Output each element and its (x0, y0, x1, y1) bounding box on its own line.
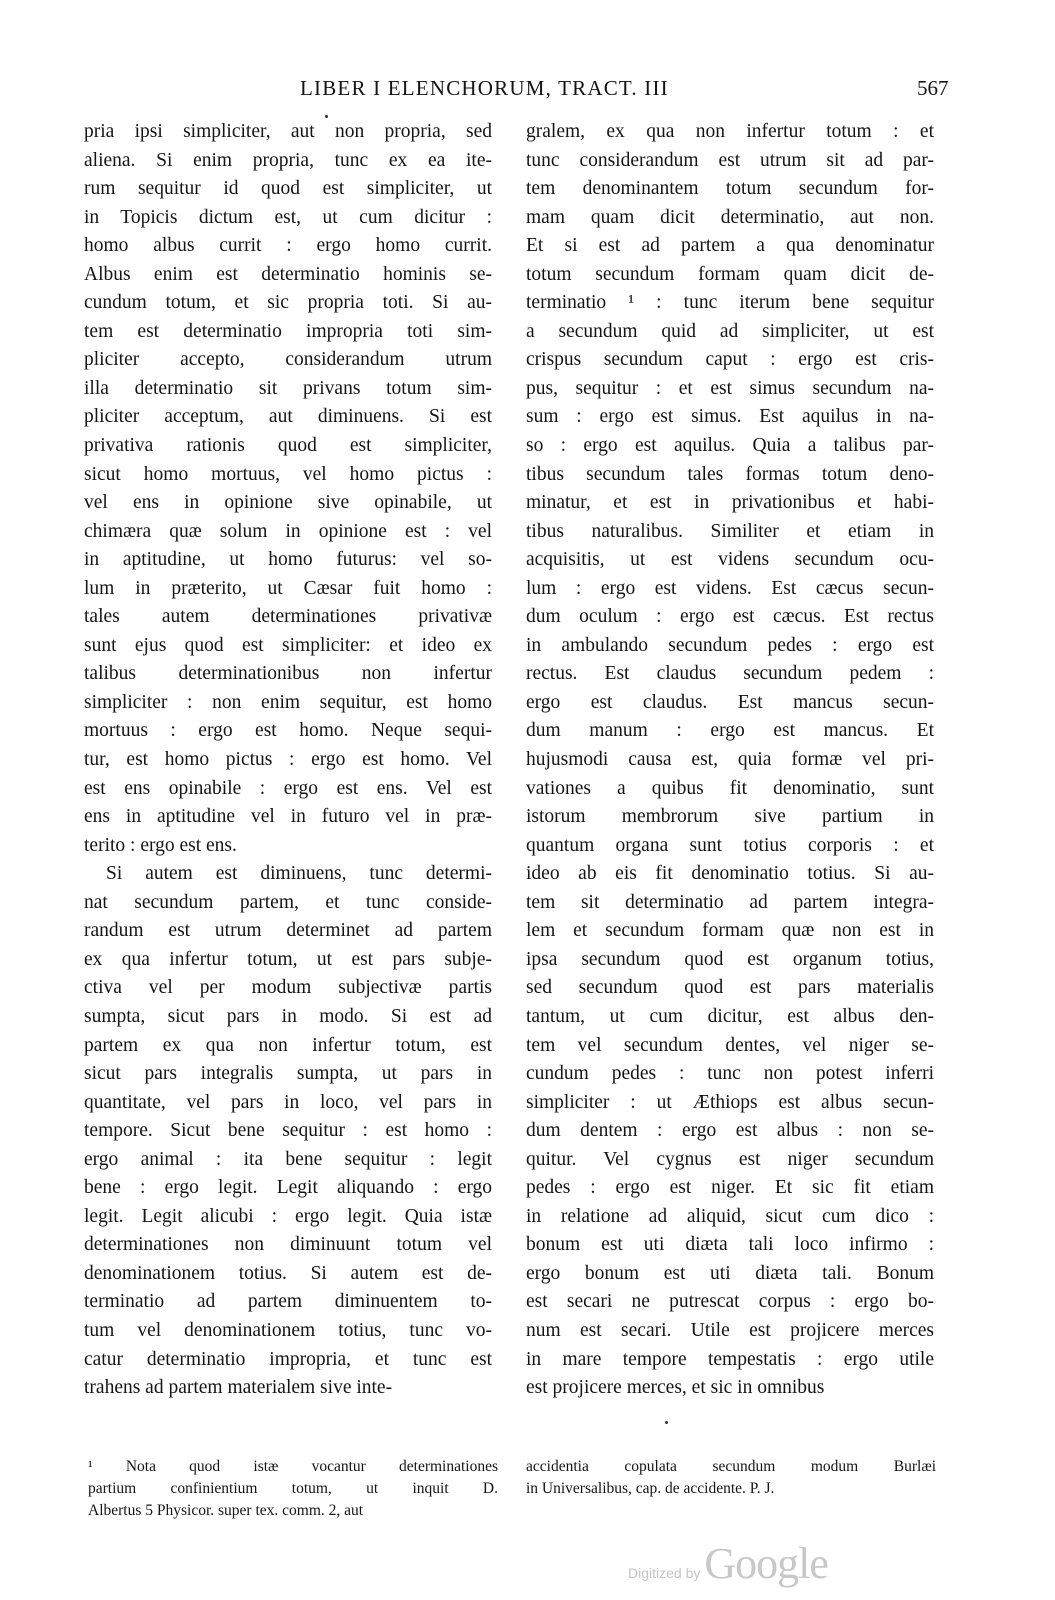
text-line: pedes : ergo est niger. Et sic fit etiam (526, 1177, 934, 1199)
text-line: tem denominantem totum secundum for- (526, 178, 934, 200)
text-line: tem sit determinatio ad partem integra- (526, 891, 934, 913)
text-line: randum est utrum determinet ad partem (84, 920, 492, 942)
text-line: a secundum quid ad simpliciter, ut est (526, 320, 934, 342)
text-line: pus, sequitur : et est simus secundum na- (526, 377, 934, 399)
text-line: sicut pars integralis sumpta, ut pars in (84, 1063, 492, 1085)
text-line: tales autem determinationes privativæ (84, 606, 492, 628)
text-line: crispus secundum caput : ergo est cris- (526, 349, 934, 371)
text-line: privativa rationis quod est simpliciter, (84, 435, 492, 457)
text-line: est secari ne putrescat corpus : ergo bo- (526, 1291, 934, 1313)
text-line: tibus naturalibus. Similiter et etiam in (526, 520, 934, 542)
ink-dot (665, 1421, 668, 1424)
text-line: bene : ergo legit. Legit aliquando : ergo (84, 1177, 492, 1199)
text-line: Albus enim est determinatio hominis se- (84, 263, 492, 285)
text-line: dum oculum : ergo est cæcus. Est rectus (526, 606, 934, 628)
footnote-line: in Universalibus, cap. de accidente. P. J. (526, 1480, 775, 1497)
footnote-left (88, 1456, 498, 1522)
text-line: catur determinatio impropria, et tunc est (84, 1348, 492, 1370)
text-line: in Topicis dictum est, ut cum dicitur : (84, 206, 492, 228)
footnote-line: ¹ Nota quod istæ vocantur determinationes (88, 1458, 498, 1475)
text-line: est ens opinabile : ergo est ens. Vel est (84, 777, 492, 799)
text-line: dum manum : ergo est mancus. Et (526, 720, 934, 742)
text-line: simpliciter : ut Æthiops est albus secun- (526, 1091, 934, 1113)
text-line: tum vel denominationem totius, tunc vo- (84, 1319, 492, 1341)
text-line: partem ex qua non infertur totum, est (84, 1034, 492, 1056)
text-line: rectus. Est claudus secundum pedem : (526, 663, 934, 685)
text-line: in ambulando secundum pedes : ergo est (526, 634, 934, 656)
text-line: tibus secundum tales formas totum deno- (526, 463, 934, 485)
text-line: sicut homo mortuus, vel homo pictus : (84, 463, 492, 485)
text-line: pria ipsi simpliciter, aut non propria, sed (84, 121, 492, 142)
footnote-line: accidentia copulata secundum modum Burlæi (526, 1458, 936, 1475)
text-line: in mare tempore tempestatis : ergo utile (526, 1348, 934, 1370)
text-line: sum : ergo est simus. Est aquilus in na- (526, 406, 934, 428)
text-line: trahens ad partem materialem sive inte- (84, 1377, 393, 1399)
text-line: ipsa secundum quod est organum totius, (526, 948, 934, 970)
page-header-title: LIBER I ELENCHORUM, TRACT. III (300, 76, 669, 100)
text-line: in relatione ad aliquid, sicut cum dico : (526, 1205, 934, 1227)
text-line: rum sequitur id quod est simpliciter, ut (84, 178, 492, 200)
text-line: tempore. Sicut bene sequitur : est homo : (84, 1120, 492, 1142)
text-line: ex qua infertur totum, ut est pars subje- (84, 948, 492, 970)
text-line: homo albus currit : ergo homo currit. (84, 235, 492, 257)
text-line: tem vel secundum dentes, vel niger se- (526, 1034, 934, 1056)
footnote-right (526, 1456, 936, 1500)
text-line: ens in aptitudine vel in futuro vel in præ- (84, 806, 492, 828)
text-line: tunc considerandum est utrum sit ad par- (526, 149, 934, 171)
text-line: lum in præterito, ut Cæsar fuit homo : (84, 577, 492, 599)
text-line: so : ergo est aquilus. Quia a talibus par- (526, 435, 934, 457)
page-number: 567 (917, 76, 949, 100)
text-line: cundum totum, et sic propria toti. Si au- (84, 292, 492, 314)
text-line: lem et secundum formam quæ non est in (526, 920, 934, 942)
text-line: ideo ab eis fit denominatio totius. Si au- (526, 863, 934, 885)
right-text-column (526, 118, 934, 1403)
text-line: aliena. Si enim propria, tunc ex ea ite- (84, 149, 492, 171)
text-line: istorum membrorum sive partium in (526, 806, 934, 828)
text-line: sed secundum quod est pars materialis (526, 977, 934, 999)
text-line: determinationes non diminuunt totum vel (84, 1234, 492, 1256)
text-line: mortuus : ergo est homo. Neque sequi- (84, 720, 492, 742)
text-line: terminatio ad partem diminuentem to- (84, 1291, 492, 1313)
running-head (0, 70, 1055, 110)
text-line: quitur. Vel cygnus est niger secundum (526, 1148, 934, 1170)
text-line: simpliciter : non enim sequitur, est homo (84, 691, 492, 713)
text-line: illa determinatio sit privans totum sim- (84, 377, 492, 399)
text-line: tur, est homo pictus : ergo est homo. Vel (84, 749, 492, 771)
text-line: talibus determinationibus non infertur (84, 663, 492, 685)
digitized-watermark (628, 1538, 828, 1588)
text-line: in aptitudine, ut homo futurus: vel so- (84, 549, 492, 571)
text-line: bonum est uti diæta tali loco infirmo : (526, 1234, 934, 1256)
text-line: quantitate, vel pars in loco, vel pars in (84, 1091, 492, 1113)
text-line: pliciter accepto, considerandum utrum (84, 349, 492, 371)
text-line: legit. Legit alicubi : ergo legit. Quia istæ (84, 1205, 492, 1227)
text-line: vationes a quibus fit denominatio, sunt (526, 777, 934, 799)
text-line: totum secundum formam quam dicit de- (526, 263, 934, 285)
text-line: ergo animal : ita bene sequitur : legit (84, 1148, 492, 1170)
left-text-column (84, 118, 492, 1403)
google-logo: Google (704, 1539, 828, 1588)
text-line: terito : ergo est ens. (84, 834, 237, 856)
text-line: cundum pedes : tunc non potest inferri (526, 1063, 934, 1085)
text-line: ergo est claudus. Est mancus secun- (526, 691, 934, 713)
text-line: sumpta, sicut pars in modo. Si est ad (84, 1005, 492, 1027)
text-line: num est secari. Utile est projicere merces (526, 1319, 934, 1341)
text-line: ergo bonum est uti diæta tali. Bonum (526, 1262, 934, 1284)
text-line: sunt ejus quod est simpliciter: et ideo ex (84, 634, 492, 656)
text-line: pliciter acceptum, aut diminuens. Si est (84, 406, 492, 428)
text-line: ctiva vel per modum subjectivæ partis (84, 977, 492, 999)
text-line: gralem, ex qua non infertur totum : et (526, 121, 934, 142)
text-line: tantum, ut cum dicitur, est albus den- (526, 1005, 934, 1027)
text-line: chimæra quæ solum in opinione est : vel (84, 520, 492, 542)
text-line: tem est determinatio impropria toti sim- (84, 320, 492, 342)
text-line: acquisitis, ut est videns secundum ocu- (526, 549, 934, 571)
text-line: denominationem totius. Si autem est de- (84, 1262, 492, 1284)
footnote-line: Albertus 5 Physicor. super tex. comm. 2, aut (88, 1502, 364, 1519)
text-line: hujusmodi causa est, quia formæ vel pri- (526, 749, 934, 771)
digitized-by-label: Digitized by (628, 1565, 701, 1581)
text-line: Et si est ad partem a qua denominatur (526, 235, 934, 257)
text-line: terminatio ¹ : tunc iterum bene sequitur (526, 292, 934, 314)
text-line: lum : ergo est videns. Est cæcus secun- (526, 577, 934, 599)
text-line: est projicere merces, et sic in omnibus (526, 1377, 825, 1399)
footnote-line: partium confinientium totum, ut inquit D. (88, 1480, 498, 1497)
text-line: quantum organa sunt totius corporis : et (526, 834, 934, 856)
text-line: minatur, et est in privationibus et habi- (526, 492, 934, 514)
text-line: dum dentem : ergo est albus : non se- (526, 1120, 934, 1142)
text-line: nat secundum partem, et tunc conside- (84, 891, 492, 913)
text-line: Si autem est diminuens, tunc determi- (106, 863, 492, 885)
text-line: mam quam dicit determinatio, aut non. (526, 206, 934, 228)
text-line: vel ens in opinione sive opinabile, ut (84, 492, 492, 514)
